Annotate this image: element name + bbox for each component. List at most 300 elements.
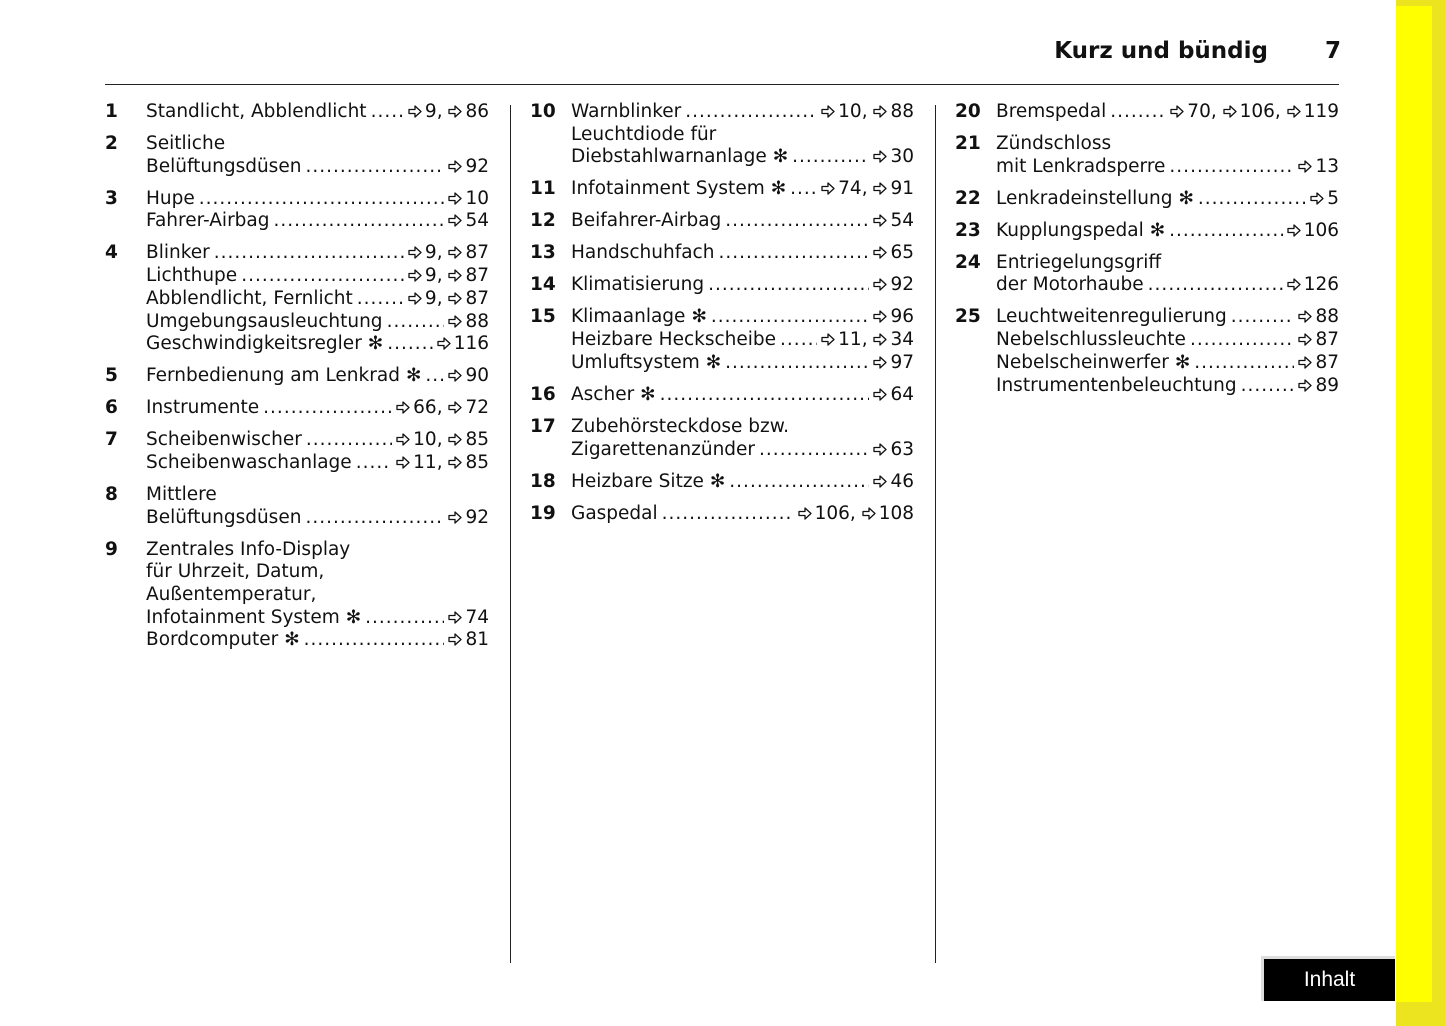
- dot-leader: [1194, 352, 1294, 375]
- column-divider: [935, 105, 936, 963]
- dot-leader: [274, 210, 445, 233]
- entry-label: Mittlere: [146, 483, 217, 505]
- entry-label: mit Lenkradsperre: [996, 155, 1166, 177]
- page-reference-link[interactable]: [1298, 352, 1339, 373]
- page-references: [798, 503, 914, 526]
- page-reference-number: 54: [465, 210, 489, 232]
- arrow-right-icon: [873, 385, 887, 398]
- entry-line: [571, 384, 914, 407]
- entry-number: 17: [530, 415, 556, 437]
- entry-label: Standlicht, Abblendlicht: [146, 101, 367, 122]
- arrow-right-icon: [1298, 157, 1312, 170]
- dot-leader: [660, 384, 870, 407]
- entry-number: 1: [105, 101, 118, 122]
- page-references: [1310, 188, 1339, 211]
- entry-line: [996, 306, 1339, 329]
- arrow-right-icon: [448, 266, 462, 279]
- entry-lines: [571, 178, 914, 201]
- entry-line: [571, 274, 914, 297]
- page-reference-number: 11: [413, 451, 437, 473]
- entry-line: [146, 188, 489, 211]
- page-reference-number: 88: [1315, 306, 1339, 328]
- index-entry: [105, 429, 489, 474]
- page-reference-link[interactable]: [873, 352, 914, 373]
- page-reference-link[interactable]: [821, 101, 862, 122]
- page-reference-number: 106: [814, 502, 850, 524]
- entry-label: Leuchtdiode für: [571, 123, 717, 145]
- entry-label: Zentrales Info-Display: [146, 538, 351, 560]
- entry-lines: [996, 220, 1339, 243]
- page-reference-number: 92: [465, 506, 489, 528]
- entry-lines: [146, 429, 489, 474]
- page-reference-number: 11: [838, 329, 862, 351]
- reference-separator: ,: [861, 178, 874, 200]
- reference-separator: ,: [849, 502, 862, 524]
- entry-label: Seitliche: [146, 133, 226, 154]
- arrow-right-icon: [448, 508, 462, 521]
- entry-lines: [571, 210, 914, 233]
- page-references: [873, 146, 914, 169]
- dot-leader: [304, 629, 445, 652]
- page-reference-link[interactable]: [1298, 329, 1339, 350]
- page-reference-link[interactable]: [408, 265, 437, 286]
- index-entry: [530, 503, 914, 526]
- page-reference-link[interactable]: [448, 629, 489, 650]
- arrow-right-icon: [448, 453, 462, 466]
- entry-line: [571, 329, 914, 352]
- dot-leader: [305, 156, 444, 179]
- arrow-right-icon: [873, 102, 887, 115]
- page-reference-link[interactable]: [873, 274, 914, 295]
- dot-leader: [306, 429, 392, 452]
- index-column-3: [955, 101, 1339, 407]
- arrow-right-icon: [408, 243, 422, 256]
- reference-separator: ,: [436, 287, 449, 309]
- page-reference-number: 92: [890, 274, 914, 296]
- page-reference-link[interactable]: [873, 210, 914, 231]
- entry-line: [146, 452, 489, 475]
- entry-line: [996, 188, 1339, 211]
- page-reference-link[interactable]: [448, 288, 489, 309]
- page-references: [821, 329, 914, 352]
- entry-label: Abblendlicht, Fernlicht: [146, 287, 353, 309]
- arrow-right-icon: [873, 472, 887, 485]
- entry-line: [146, 311, 489, 334]
- entry-line: [571, 178, 914, 201]
- page-references: [873, 439, 914, 462]
- dot-leader: [685, 101, 817, 124]
- entry-label: Umgebungsausleuchtung: [146, 310, 383, 332]
- page-reference-number: 10: [413, 429, 437, 451]
- page-reference-link[interactable]: [408, 101, 437, 122]
- entry-line: [996, 329, 1339, 352]
- page-references: [396, 452, 489, 475]
- page-reference-link[interactable]: [448, 188, 489, 209]
- page-reference-number: 5: [1327, 187, 1339, 209]
- index-entry: [530, 178, 914, 201]
- index-entry: [105, 365, 489, 388]
- reference-separator: ,: [1210, 101, 1223, 122]
- entry-label: Leuchtweitenregulierung: [996, 306, 1227, 328]
- entry-lines: [571, 416, 914, 461]
- contents-button[interactable]: Inhalt: [1261, 956, 1395, 1001]
- page-reference-link[interactable]: [1223, 101, 1275, 122]
- arrow-right-icon: [873, 440, 887, 453]
- entry-lines: [571, 101, 914, 169]
- entry-line: [146, 484, 489, 507]
- entry-lines: [146, 188, 489, 233]
- dot-leader: [263, 397, 392, 420]
- page-reference-link[interactable]: [873, 329, 914, 350]
- index-entry: [955, 220, 1339, 243]
- index-entry: [955, 188, 1339, 211]
- entry-label: Klimaanlage ✻: [571, 306, 707, 328]
- entry-label: Belüftungsdüsen: [146, 506, 302, 528]
- dot-leader: [214, 242, 404, 265]
- entry-line: [996, 101, 1339, 124]
- page-reference-link[interactable]: [396, 452, 437, 473]
- index-entry: [105, 539, 489, 653]
- entry-label: für Uhrzeit, Datum,: [146, 561, 325, 583]
- arrow-right-icon: [437, 334, 451, 347]
- entry-number: 19: [530, 502, 556, 524]
- page-reference-number: 96: [890, 306, 914, 328]
- page-reference-number: 54: [890, 210, 914, 232]
- page-reference-number: 85: [465, 451, 489, 473]
- arrow-right-icon: [798, 504, 812, 517]
- page-reference-link[interactable]: [396, 429, 437, 450]
- page-references: [873, 210, 914, 233]
- entry-label: Handschuhfach: [571, 242, 715, 264]
- page-reference-link[interactable]: [873, 178, 914, 199]
- page-reference-link[interactable]: [873, 384, 914, 405]
- entry-line: [146, 397, 489, 420]
- index-entry: [530, 416, 914, 461]
- arrow-right-icon: [821, 179, 835, 192]
- dot-leader: [1241, 375, 1295, 398]
- entry-label: Fahrer-Airbag: [146, 210, 270, 232]
- page-references: [448, 607, 489, 630]
- page-reference-link[interactable]: [873, 471, 914, 492]
- entry-label: Zigarettenanzünder: [571, 438, 756, 460]
- page-reference-link[interactable]: [873, 101, 914, 122]
- entry-label: Scheibenwaschanlage: [146, 451, 352, 473]
- entry-line: [571, 439, 914, 462]
- entry-label: Fernbedienung am Lenkrad ✻: [146, 365, 422, 387]
- reference-separator: ,: [436, 265, 449, 287]
- dot-leader: [371, 101, 404, 124]
- dot-leader: [711, 306, 870, 329]
- page-reference-link[interactable]: [862, 503, 914, 524]
- page-reference-number: 9: [424, 101, 437, 122]
- page-reference-link[interactable]: [821, 178, 862, 199]
- arrow-right-icon: [448, 630, 462, 643]
- page-reference-number: 46: [890, 470, 914, 492]
- arrow-right-icon: [1298, 353, 1312, 366]
- index-column-2: [530, 101, 914, 535]
- reference-separator: ,: [1274, 101, 1287, 122]
- index-entry: [530, 242, 914, 265]
- index-entry: [530, 210, 914, 233]
- page-reference-link[interactable]: [408, 288, 437, 309]
- entry-label: Zündschloss: [996, 133, 1112, 154]
- entry-line: [571, 210, 914, 233]
- entry-number: 21: [955, 133, 981, 154]
- page-references: [873, 471, 914, 494]
- entry-line: [146, 539, 489, 562]
- page-references: [1298, 329, 1339, 352]
- reference-separator: ,: [436, 101, 449, 122]
- arrow-right-icon: [448, 102, 462, 115]
- header-rule: [105, 84, 1339, 85]
- entry-lines: [146, 539, 489, 653]
- dot-leader: [1198, 188, 1306, 211]
- entry-line: [146, 288, 489, 311]
- page-reference-number: 88: [890, 101, 914, 122]
- entry-label: Diebstahlwarnanlage ✻: [571, 146, 789, 168]
- arrow-right-icon: [873, 330, 887, 343]
- dot-leader: [305, 507, 444, 530]
- dot-leader: [1231, 306, 1295, 329]
- arrow-right-icon: [862, 504, 876, 517]
- entry-number: 8: [105, 483, 118, 505]
- dot-leader: [792, 146, 869, 169]
- page-reference-number: 87: [1315, 351, 1339, 373]
- entry-line: [571, 242, 914, 265]
- entry-line: [146, 607, 489, 630]
- page-reference-link[interactable]: [873, 242, 914, 263]
- index-entry: [530, 101, 914, 169]
- index-entry: [105, 397, 489, 420]
- entry-label: Umluftsystem ✻: [571, 351, 722, 373]
- entry-label: Blinker: [146, 242, 210, 264]
- page-reference-link[interactable]: [1310, 188, 1339, 209]
- entry-label: Nebelschlussleuchte: [996, 329, 1186, 351]
- page-reference-link[interactable]: [798, 503, 850, 524]
- page-title: Kurz und bündig: [1054, 38, 1268, 64]
- entry-line: [146, 507, 489, 530]
- arrow-right-icon: [448, 189, 462, 202]
- page-reference-link[interactable]: [448, 265, 489, 286]
- entry-number: 23: [955, 219, 981, 241]
- arrow-right-icon: [1310, 189, 1324, 202]
- entry-line: [571, 352, 914, 375]
- page-reference-number: 70: [1187, 101, 1211, 122]
- page-reference-link[interactable]: [448, 507, 489, 528]
- dot-leader: [365, 607, 444, 630]
- page-reference-link[interactable]: [448, 156, 489, 177]
- entry-label: Entriegelungsgriff: [996, 251, 1162, 273]
- page-reference-number: 34: [890, 329, 914, 351]
- page-references: [408, 101, 489, 124]
- page-references: [1170, 101, 1339, 124]
- entry-line: [146, 133, 489, 156]
- entry-label: der Motorhaube: [996, 274, 1144, 296]
- arrow-right-icon: [1287, 221, 1301, 234]
- page-reference-number: 72: [465, 397, 489, 419]
- entry-lines: [146, 484, 489, 529]
- page-reference-number: 9: [424, 265, 437, 287]
- arrow-right-icon: [873, 147, 887, 160]
- entry-line: [996, 274, 1339, 297]
- page-reference-link[interactable]: [448, 607, 489, 628]
- page-reference-link[interactable]: [437, 333, 489, 354]
- entry-lines: [571, 242, 914, 265]
- entry-lines: [996, 133, 1339, 178]
- arrow-right-icon: [873, 307, 887, 320]
- entry-label: Kupplungspedal ✻: [996, 219, 1166, 241]
- entry-label: Instrumente: [146, 397, 260, 419]
- entry-number: 11: [530, 178, 556, 200]
- index-entry: [530, 274, 914, 297]
- entry-label: Hupe: [146, 187, 195, 209]
- entry-lines: [571, 306, 914, 374]
- page-references: [408, 242, 489, 265]
- page-references: [1298, 352, 1339, 375]
- entry-line: [146, 210, 489, 233]
- page-reference-link[interactable]: [1287, 101, 1339, 122]
- entry-label: Warnblinker: [571, 101, 682, 122]
- column-divider: [510, 105, 511, 963]
- page-references: [448, 311, 489, 334]
- entry-lines: [996, 252, 1339, 297]
- page-reference-number: 119: [1303, 101, 1339, 122]
- page-references: [1298, 306, 1339, 329]
- page-reference-link[interactable]: [1298, 156, 1339, 177]
- entry-line: [571, 146, 914, 169]
- page-reference-number: 87: [465, 287, 489, 309]
- page-reference-number: 87: [1315, 329, 1339, 351]
- entry-label: Scheibenwischer: [146, 429, 302, 451]
- dot-leader: [387, 333, 433, 356]
- entry-label: Ascher ✻: [571, 383, 656, 405]
- arrow-right-icon: [448, 211, 462, 224]
- page-references: [1298, 375, 1339, 398]
- entry-label: Bordcomputer ✻: [146, 629, 300, 651]
- entry-number: 13: [530, 242, 556, 264]
- entry-label: Heizbare Sitze ✻: [571, 470, 726, 492]
- index-entry: [955, 101, 1339, 124]
- index-entry: [530, 471, 914, 494]
- entry-label: Außentemperatur,: [146, 584, 317, 606]
- dot-leader: [356, 452, 392, 475]
- page-reference-link[interactable]: [408, 242, 437, 263]
- index-column-1: [105, 101, 489, 661]
- arrow-right-icon: [408, 289, 422, 302]
- page-reference-number: 86: [465, 101, 489, 122]
- entry-number: 16: [530, 383, 556, 405]
- index-entry: [530, 306, 914, 374]
- page-reference-number: 66: [413, 397, 437, 419]
- dot-leader: [662, 503, 794, 526]
- page-references: [1287, 220, 1339, 243]
- page-reference-link[interactable]: [448, 311, 489, 332]
- page-reference-link[interactable]: [1170, 101, 1211, 122]
- page-reference-link[interactable]: [448, 210, 489, 231]
- entry-label: Nebelscheinwerfer ✻: [996, 351, 1191, 373]
- page-reference-link[interactable]: [1287, 220, 1339, 241]
- arrow-right-icon: [1298, 307, 1312, 320]
- entry-line: [996, 156, 1339, 179]
- page-reference-link[interactable]: [1298, 306, 1339, 327]
- entry-lines: [146, 242, 489, 356]
- entry-number: 7: [105, 429, 118, 451]
- index-entry: [105, 242, 489, 356]
- entry-line: [996, 133, 1339, 156]
- entry-label: Gaspedal: [571, 502, 658, 524]
- page-reference-number: 30: [890, 146, 914, 168]
- entry-number: 6: [105, 397, 118, 419]
- page-references: [448, 156, 489, 179]
- page-reference-link[interactable]: [873, 146, 914, 167]
- page-reference-number: 90: [465, 365, 489, 387]
- entry-label: Lichthupe: [146, 265, 238, 287]
- arrow-right-icon: [396, 453, 410, 466]
- page-reference-link[interactable]: [448, 429, 489, 450]
- dot-leader: [1169, 220, 1283, 243]
- entry-number: 12: [530, 210, 556, 232]
- arrow-right-icon: [873, 211, 887, 224]
- arrow-right-icon: [396, 430, 410, 443]
- entry-label: Infotainment System ✻: [571, 178, 787, 200]
- page-reference-link[interactable]: [821, 329, 862, 350]
- arrow-right-icon: [873, 353, 887, 366]
- page-reference-number: 9: [424, 242, 437, 264]
- dot-leader: [729, 471, 869, 494]
- arrow-right-icon: [873, 243, 887, 256]
- page-reference-link[interactable]: [1287, 274, 1339, 295]
- page-reference-link[interactable]: [873, 306, 914, 327]
- reference-separator: ,: [436, 242, 449, 264]
- page-reference-number: 81: [465, 629, 489, 651]
- page-references: [437, 333, 489, 356]
- page-reference-number: 97: [890, 351, 914, 373]
- dot-leader: [357, 288, 404, 311]
- page-references: [873, 274, 914, 297]
- entry-line: [996, 375, 1339, 398]
- page-reference-number: 106: [1303, 219, 1339, 241]
- entry-number: 14: [530, 274, 556, 296]
- page-reference-link[interactable]: [396, 397, 437, 418]
- arrow-right-icon: [1298, 330, 1312, 343]
- entry-line: [571, 471, 914, 494]
- page-reference-link[interactable]: [873, 439, 914, 460]
- index-entry: [105, 101, 489, 124]
- page-reference-link[interactable]: [448, 242, 489, 263]
- entry-line: [146, 629, 489, 652]
- page-reference-number: 74: [465, 606, 489, 628]
- reference-separator: ,: [861, 329, 874, 351]
- entry-lines: [571, 274, 914, 297]
- page-reference-number: 87: [465, 265, 489, 287]
- page-reference-link[interactable]: [448, 397, 489, 418]
- page-reference-link[interactable]: [448, 365, 489, 386]
- entry-number: 5: [105, 365, 118, 387]
- entry-label: Beifahrer-Airbag: [571, 210, 722, 232]
- entry-label: Belüftungsdüsen: [146, 155, 302, 177]
- entry-label: Geschwindigkeitsregler ✻: [146, 333, 384, 355]
- page-reference-link[interactable]: [1298, 375, 1339, 396]
- page-references: [448, 365, 489, 388]
- reference-separator: ,: [436, 429, 449, 451]
- page-reference-link[interactable]: [448, 101, 489, 122]
- page-reference-link[interactable]: [448, 452, 489, 473]
- arrow-right-icon: [821, 102, 835, 115]
- index-entry: [530, 384, 914, 407]
- page-references: [448, 188, 489, 211]
- dot-leader: [1190, 329, 1295, 352]
- entry-line: [146, 265, 489, 288]
